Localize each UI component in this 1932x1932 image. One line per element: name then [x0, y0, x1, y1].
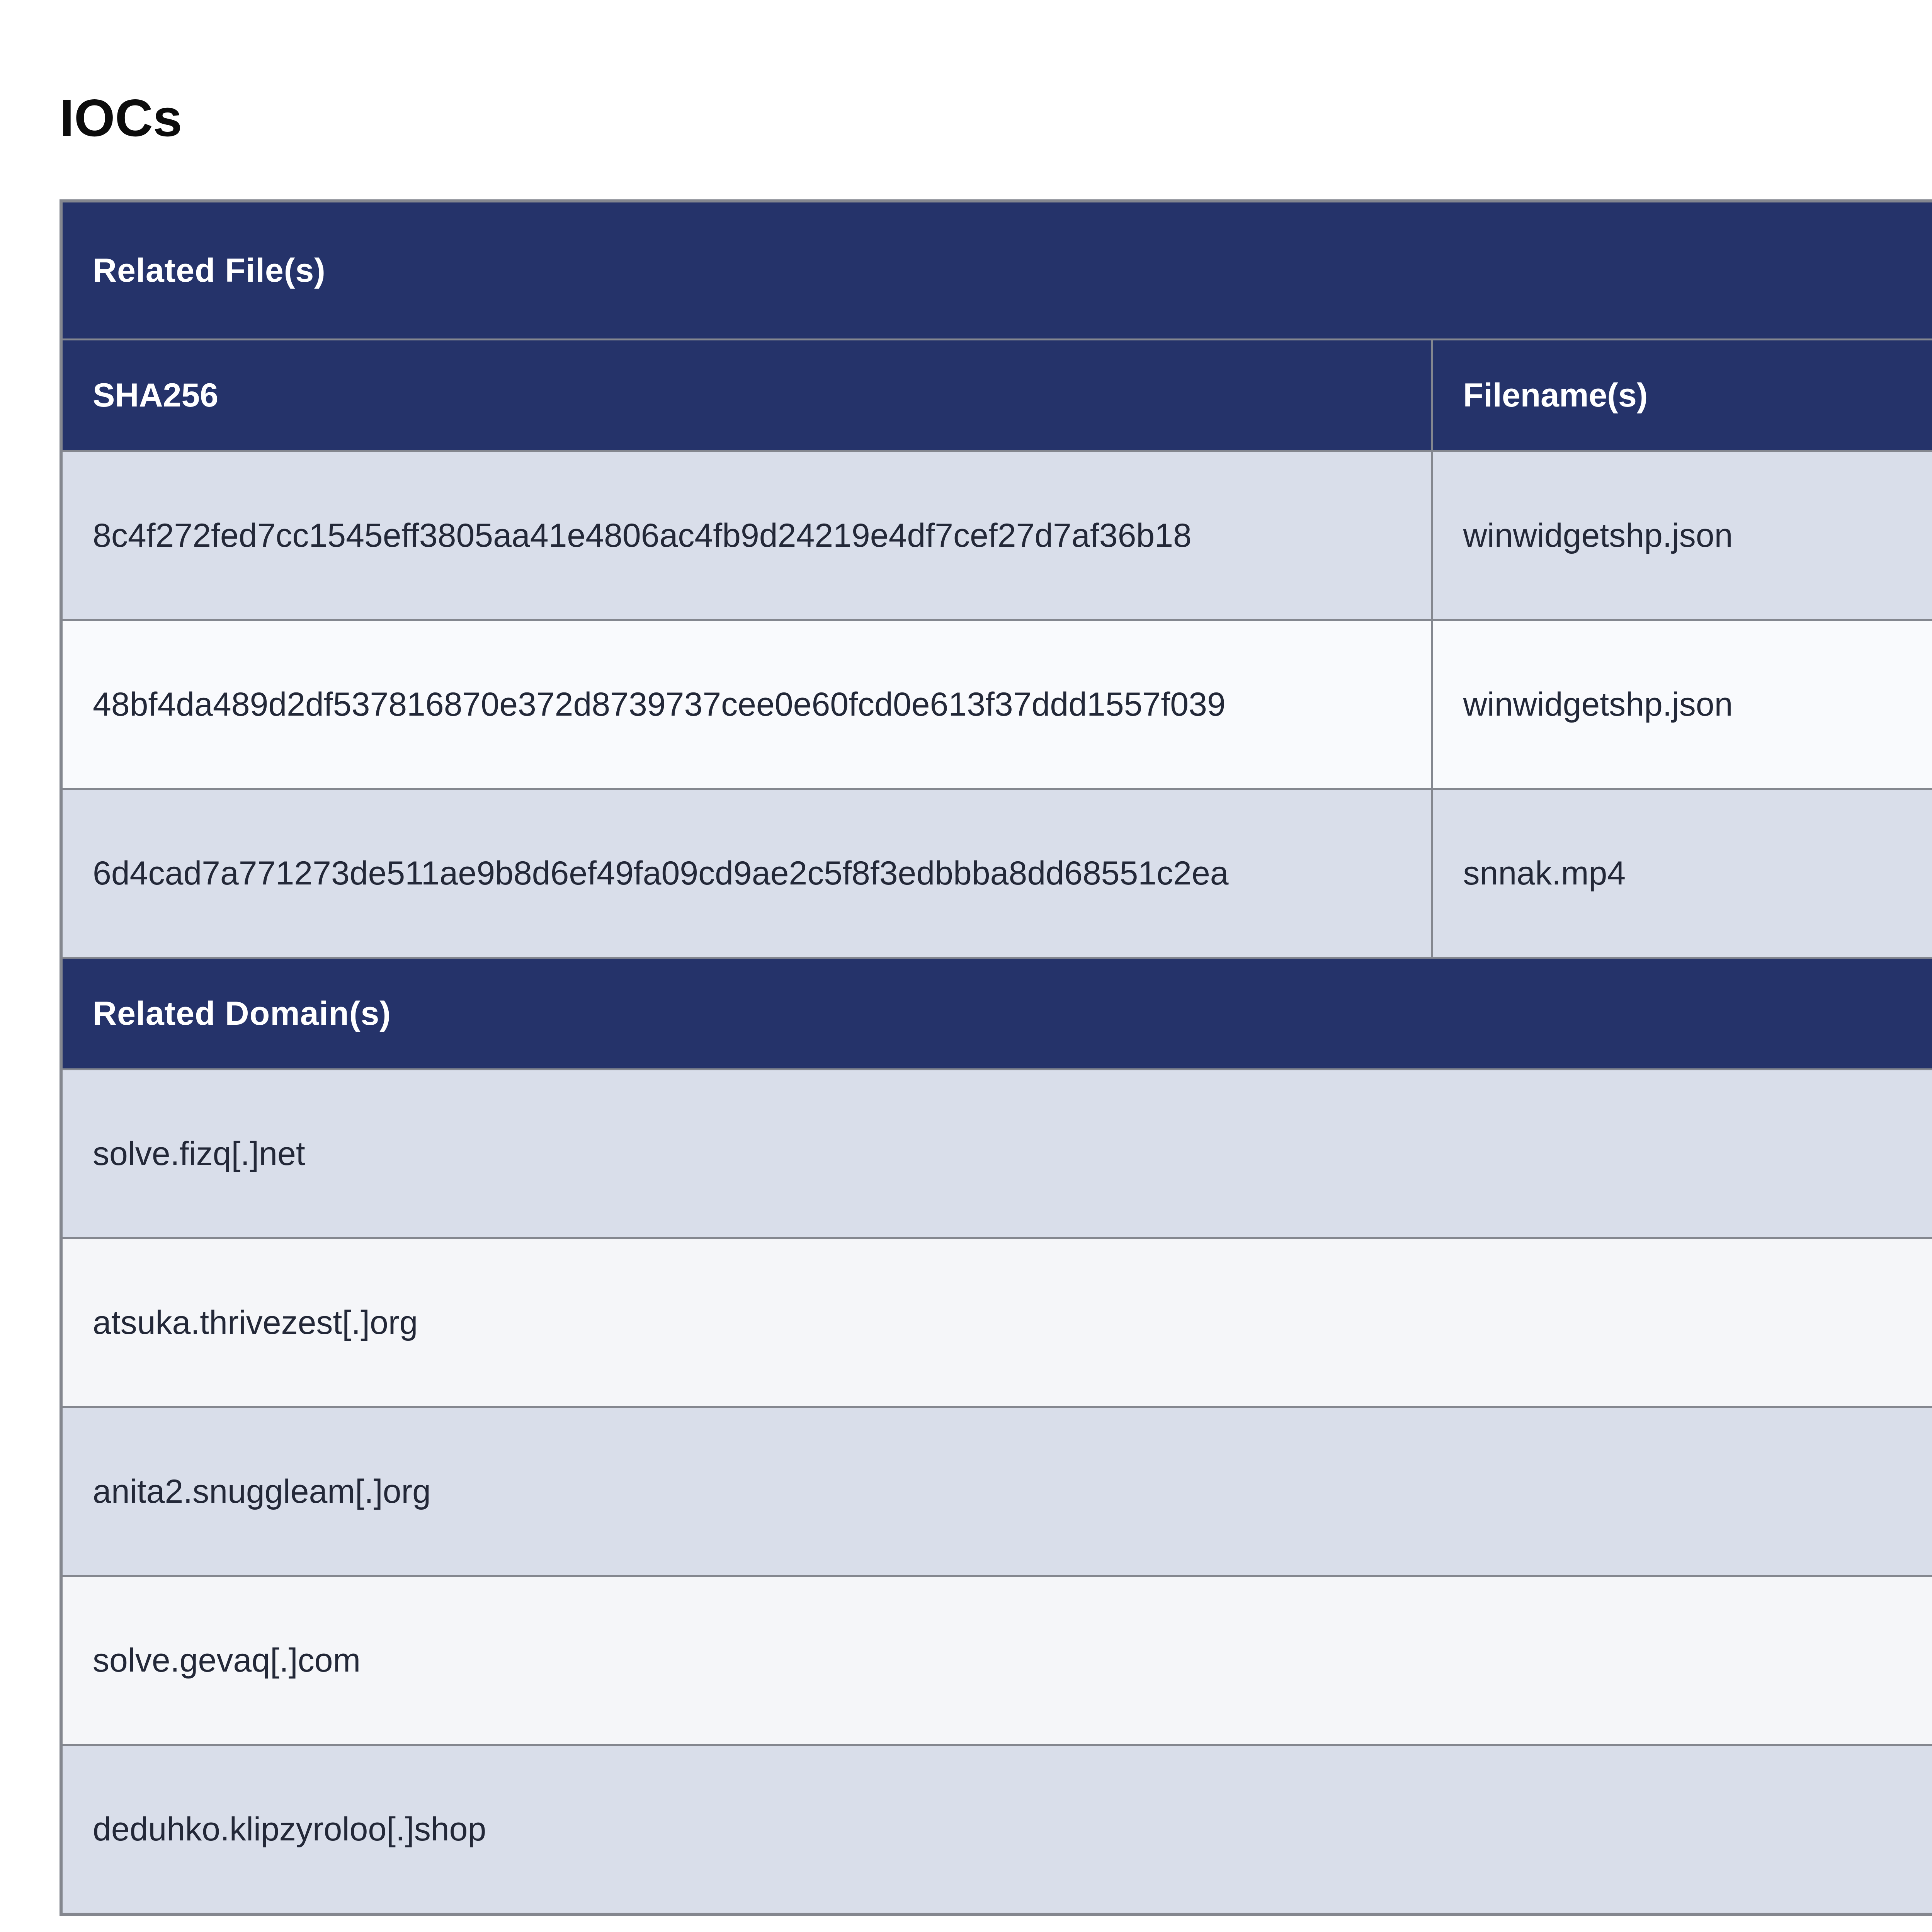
domain-cell: deduhko.klipzyroloo[.]shop — [61, 1745, 1932, 1915]
table-row — [61, 1407, 1932, 1576]
table-row — [61, 789, 1932, 958]
domains-section-title: Related Domain(s) — [61, 958, 1932, 1070]
filename-cell: winwidgetshp.json — [1432, 620, 1932, 789]
files-column-header-row — [61, 340, 1932, 451]
page-title: IOCs — [60, 88, 182, 147]
filename-cell: snnak.mp4 — [1432, 789, 1932, 958]
domain-cell: atsuka.thrivezest[.]org — [61, 1238, 1932, 1407]
column-header-sha256: SHA256 — [61, 340, 1432, 451]
sha256-cell: 8c4f272fed7cc1545eff3805aa41e4806ac4fb9d24219e4df7cef27d7af36b18 — [61, 451, 1432, 620]
domains-section-header-row — [61, 958, 1932, 1070]
table-row — [61, 1070, 1932, 1238]
table-row — [61, 1745, 1932, 1915]
files-section-header-row — [61, 201, 1932, 340]
sha256-cell: 6d4cad7a771273de511ae9b8d6ef49fa09cd9ae2c5f8f3edbbba8dd68551c2ea — [61, 789, 1432, 958]
table-row — [61, 451, 1932, 620]
files-section-title: Related File(s) — [61, 201, 1932, 340]
column-header-filename: Filename(s) — [1432, 340, 1932, 451]
domain-cell: solve.fizq[.]net — [61, 1070, 1932, 1238]
table-row — [61, 1576, 1932, 1745]
ioc-table — [60, 199, 1932, 1916]
domain-cell: solve.gevaq[.]com — [61, 1576, 1932, 1745]
domain-cell: anita2.snuggleam[.]org — [61, 1407, 1932, 1576]
table-row — [61, 620, 1932, 789]
table-row — [61, 1238, 1932, 1407]
filename-cell: winwidgetshp.json — [1432, 451, 1932, 620]
sha256-cell: 48bf4da489d2df537816870e372d8739737cee0e60fcd0e613f37ddd1557f039 — [61, 620, 1432, 789]
